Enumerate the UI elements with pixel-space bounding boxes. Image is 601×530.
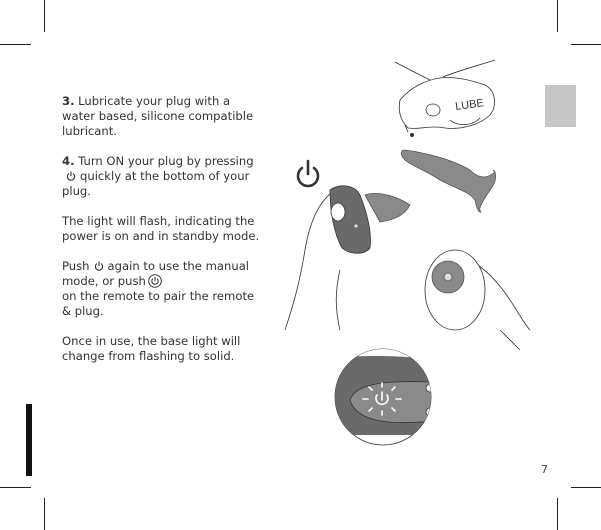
step-text: Turn ON your plug by pressing: [78, 154, 254, 168]
page-number: 7: [541, 463, 548, 476]
step-text: again to use the manual mode, or push: [62, 259, 250, 288]
step-text: quickly at the bottom of your plug.: [62, 169, 250, 198]
step-text: on the remote to pair the remote & plug.: [62, 289, 255, 318]
power-icon: [298, 161, 318, 186]
remote-in-hand-illustration: [425, 250, 530, 350]
lube-label: LUBE: [454, 97, 485, 114]
step-text: Lubricate your plug with a water based, silicone compatible lubricant.: [62, 94, 254, 138]
step-text: Push: [62, 259, 90, 273]
light-info: The light will flash, indicating the power is on and in standby mode.: [62, 214, 260, 243]
step-number: 4.: [62, 154, 75, 168]
final-info: Once in use, the base light will change from flashing to solid.: [62, 334, 241, 363]
plug-in-hand-illustration: [285, 186, 410, 330]
base-light-closeup: [330, 345, 440, 445]
step-number: 3.: [62, 94, 75, 108]
plug-illustration: [401, 150, 495, 212]
